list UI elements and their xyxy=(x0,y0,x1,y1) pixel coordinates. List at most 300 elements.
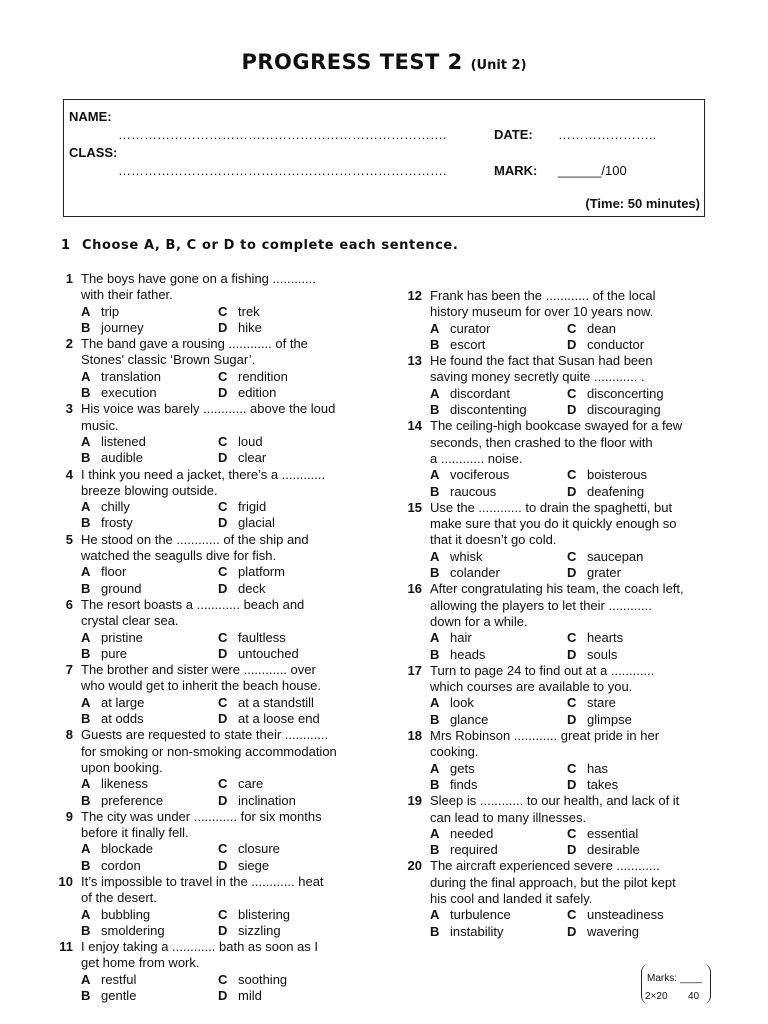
question-number: 5 xyxy=(65,531,73,547)
option-letter: B xyxy=(430,711,440,727)
answer-option[interactable] xyxy=(218,564,385,580)
answer-options xyxy=(81,695,385,728)
answer-option[interactable] xyxy=(567,402,734,418)
option-letter: B xyxy=(81,319,91,335)
option-text: loud xyxy=(238,433,263,449)
answer-option[interactable] xyxy=(81,320,218,336)
option-letter: D xyxy=(567,646,577,662)
option-text: frosty xyxy=(101,515,133,531)
option-letter: C xyxy=(218,971,228,987)
option-text: restful xyxy=(101,971,137,987)
option-text: needed xyxy=(450,825,494,841)
option-text: trek xyxy=(238,303,260,319)
answer-option[interactable] xyxy=(81,385,218,401)
option-letter: D xyxy=(218,857,228,873)
question-number: 12 xyxy=(407,288,422,303)
option-text: at odds xyxy=(101,711,144,727)
option-text: likeness xyxy=(101,776,148,792)
option-letter: D xyxy=(218,385,228,401)
page-title xyxy=(0,50,768,74)
option-text: frigid xyxy=(238,499,267,515)
option-text: at a loose end xyxy=(238,711,320,727)
answer-option[interactable] xyxy=(218,320,385,336)
answer-option[interactable] xyxy=(430,321,567,337)
answer-option[interactable] xyxy=(567,695,734,711)
question-item xyxy=(55,662,385,727)
option-text: deafening xyxy=(587,483,645,499)
question-number: 19 xyxy=(407,793,422,809)
answer-option[interactable] xyxy=(567,484,734,500)
answer-options xyxy=(81,776,385,809)
option-letter: D xyxy=(567,336,577,352)
answer-option[interactable] xyxy=(567,386,734,402)
option-letter: A xyxy=(81,971,91,987)
option-text: dean xyxy=(587,320,616,336)
answer-options xyxy=(430,695,734,728)
option-letter: C xyxy=(218,499,228,515)
option-letter: C xyxy=(567,467,577,483)
question-stem: The band gave a rousing ............ of the Stones' classic ‘Brown Sugar’. xyxy=(81,336,308,368)
time-limit: (Time: 50 minutes) xyxy=(585,196,700,211)
option-letter: D xyxy=(218,922,228,938)
answer-option[interactable] xyxy=(430,402,567,418)
answer-option[interactable] xyxy=(567,826,734,842)
option-letter: C xyxy=(218,303,228,319)
answer-option[interactable] xyxy=(218,304,385,320)
answer-option[interactable] xyxy=(430,337,567,353)
option-letter: B xyxy=(430,483,440,499)
question-stem: The city was under ............ for six months before it finally fell. xyxy=(81,808,322,841)
option-text: unsteadiness xyxy=(587,907,664,923)
option-text: finds xyxy=(450,776,478,792)
answer-option[interactable] xyxy=(430,467,567,483)
option-letter: B xyxy=(81,645,91,661)
answer-option[interactable] xyxy=(81,972,218,988)
option-text: mild xyxy=(238,988,262,1004)
answer-option[interactable] xyxy=(81,841,218,857)
answer-options xyxy=(430,549,734,582)
option-letter: C xyxy=(567,695,577,711)
option-letter: C xyxy=(567,907,577,923)
option-text: faultless xyxy=(238,629,286,645)
answer-option[interactable] xyxy=(81,858,218,874)
answer-option[interactable] xyxy=(567,565,734,581)
question-item xyxy=(55,727,385,808)
answer-option[interactable] xyxy=(430,549,567,565)
answer-option[interactable] xyxy=(81,304,218,320)
option-text: hearts xyxy=(587,630,624,646)
answer-option[interactable] xyxy=(218,646,385,662)
question-number: 15 xyxy=(407,499,422,515)
option-letter: C xyxy=(567,385,577,401)
question-item xyxy=(404,581,734,662)
question-item xyxy=(55,809,385,874)
question-item xyxy=(404,353,734,418)
class-label: CLASS: xyxy=(69,145,118,160)
option-letter: C xyxy=(218,906,228,922)
answer-option[interactable] xyxy=(430,695,567,711)
answer-option[interactable] xyxy=(218,907,385,923)
mark-label: MARK: xyxy=(494,163,538,178)
question-stem: The brother and sister were ............ over who would get to inherit the beach house. xyxy=(81,662,321,694)
section-instruction xyxy=(61,238,458,253)
option-text: escort xyxy=(450,336,486,352)
date-field[interactable]: ………………….. xyxy=(558,127,657,142)
question-stem: Guests are requested to state their ............ for smoking or non-smoking accommodation upon booking. xyxy=(81,727,337,775)
option-letter: D xyxy=(567,842,577,858)
answer-options xyxy=(81,369,385,402)
answer-option[interactable] xyxy=(430,484,567,500)
marks-formula: 2×20 xyxy=(645,991,668,1002)
option-text: pristine xyxy=(101,629,143,645)
option-text: discontenting xyxy=(450,402,527,418)
option-text: blistering xyxy=(238,906,291,922)
option-text: soothing xyxy=(238,971,288,987)
option-text: wavering xyxy=(587,923,640,939)
option-text: essential xyxy=(587,825,639,841)
name-label: NAME: xyxy=(69,109,112,124)
answer-option[interactable] xyxy=(81,923,218,939)
answer-option[interactable] xyxy=(567,549,734,565)
option-text: grater xyxy=(587,565,621,581)
option-letter: C xyxy=(567,548,577,564)
question-stem: The boys have gone on a fishing ............ with their father. xyxy=(81,271,316,303)
class-field[interactable]: …………………………………………………………………. xyxy=(118,163,447,178)
answer-option[interactable] xyxy=(81,564,218,580)
option-text: journey xyxy=(101,319,144,335)
answer-option[interactable] xyxy=(567,467,734,483)
option-text: preference xyxy=(101,792,164,808)
answer-options xyxy=(430,630,734,663)
question-number: 14 xyxy=(407,418,422,434)
option-letter: A xyxy=(81,368,91,384)
option-text: platform xyxy=(238,564,285,580)
question-number: 17 xyxy=(407,662,422,678)
option-letter: A xyxy=(430,907,440,923)
question-stem: I enjoy taking a ............ bath as soon as I get home from work. xyxy=(81,939,319,971)
option-text: audible xyxy=(101,450,143,466)
answer-option[interactable] xyxy=(81,515,218,531)
answer-option[interactable] xyxy=(218,385,385,401)
option-text: care xyxy=(238,776,264,792)
option-letter: B xyxy=(81,857,91,873)
question-number: 1 xyxy=(65,271,73,286)
question-item xyxy=(55,532,385,597)
option-text: has xyxy=(587,760,608,776)
question-item xyxy=(55,336,385,401)
option-letter: A xyxy=(430,548,440,564)
question-item xyxy=(55,467,385,532)
question-item xyxy=(55,271,385,336)
option-text: siege xyxy=(238,857,270,873)
answer-option[interactable] xyxy=(567,337,734,353)
question-number: 13 xyxy=(407,353,422,369)
answer-options xyxy=(430,321,734,354)
question-item xyxy=(404,288,734,353)
option-letter: D xyxy=(567,923,577,939)
option-letter: B xyxy=(430,776,440,792)
option-letter: A xyxy=(81,303,91,319)
option-text: blockade xyxy=(101,841,154,857)
question-item xyxy=(404,663,734,728)
question-item xyxy=(404,728,734,793)
option-text: takes xyxy=(587,776,619,792)
option-text: whisk xyxy=(450,548,483,564)
answer-option[interactable] xyxy=(218,499,385,515)
option-text: gentle xyxy=(101,988,137,1004)
option-letter: A xyxy=(81,841,91,857)
option-text: desirable xyxy=(587,842,640,858)
answer-option[interactable] xyxy=(567,630,734,646)
question-stem: It’s impossible to travel in the ............ heat of the desert. xyxy=(81,873,324,906)
option-text: pure xyxy=(101,645,128,661)
option-letter: C xyxy=(567,630,577,646)
option-letter: A xyxy=(81,629,91,645)
option-text: discordant xyxy=(450,385,510,401)
option-text: at large xyxy=(101,694,145,710)
option-text: conductor xyxy=(587,336,645,352)
answer-option[interactable] xyxy=(218,695,385,711)
question-item xyxy=(55,874,385,939)
student-info-box xyxy=(63,99,705,217)
answer-option[interactable] xyxy=(218,858,385,874)
option-text: floor xyxy=(101,564,127,580)
option-letter: B xyxy=(430,336,440,352)
title-main: PROGRESS TEST 2 xyxy=(241,50,463,74)
question-stem: The resort boasts a ............ beach and crystal clear sea. xyxy=(81,596,305,629)
option-letter: D xyxy=(218,645,228,661)
option-letter: A xyxy=(81,499,91,515)
option-letter: A xyxy=(430,760,440,776)
question-stem: Mrs Robinson ............ great pride in her cooking. xyxy=(430,728,660,760)
answer-option[interactable] xyxy=(567,924,734,940)
answer-option[interactable] xyxy=(567,647,734,663)
question-item xyxy=(55,401,385,466)
option-text: cordon xyxy=(101,857,141,873)
option-letter: D xyxy=(218,319,228,335)
answer-option[interactable] xyxy=(567,907,734,923)
answer-option[interactable] xyxy=(81,793,218,809)
option-text: souls xyxy=(587,646,618,662)
option-text: execution xyxy=(101,385,157,401)
answer-option[interactable] xyxy=(81,988,218,1004)
answer-options xyxy=(81,564,385,597)
answer-option[interactable] xyxy=(81,695,218,711)
answer-option[interactable] xyxy=(430,907,567,923)
question-item xyxy=(404,858,734,939)
answer-option[interactable] xyxy=(430,842,567,858)
option-letter: D xyxy=(567,565,577,581)
answer-options xyxy=(430,386,734,419)
option-text: trip xyxy=(101,303,120,319)
answer-option[interactable] xyxy=(218,972,385,988)
answer-option[interactable] xyxy=(218,630,385,646)
option-text: discouraging xyxy=(587,402,661,418)
option-letter: B xyxy=(81,515,91,531)
question-number: 4 xyxy=(65,466,73,482)
option-letter: D xyxy=(567,711,577,727)
answer-option[interactable] xyxy=(430,647,567,663)
option-text: raucous xyxy=(450,483,497,499)
question-item xyxy=(404,793,734,858)
answer-option[interactable] xyxy=(567,777,734,793)
question-stem: Use the ............ to drain the spaghetti, but make sure that you do it quickly enough so that it doesn’t go cold. xyxy=(430,499,677,548)
answer-options xyxy=(81,907,385,940)
answer-option[interactable] xyxy=(218,988,385,1004)
question-number: 3 xyxy=(65,401,73,417)
option-text: at a standstill xyxy=(238,694,314,710)
option-letter: C xyxy=(218,776,228,792)
option-text: ground xyxy=(101,580,142,596)
option-text: colander xyxy=(450,565,500,581)
option-letter: A xyxy=(81,433,91,449)
question-number: 10 xyxy=(58,873,73,889)
answer-options xyxy=(430,467,734,500)
answer-option[interactable] xyxy=(81,434,218,450)
answer-option[interactable] xyxy=(81,450,218,466)
option-text: listened xyxy=(101,433,146,449)
answer-option[interactable] xyxy=(81,581,218,597)
answer-options xyxy=(81,304,385,337)
option-text: edition xyxy=(238,385,277,401)
option-letter: D xyxy=(218,450,228,466)
option-letter: B xyxy=(430,646,440,662)
question-stem: He found the fact that Susan had been saving money secretly quite ............ . xyxy=(430,353,653,385)
option-text: look xyxy=(450,695,474,711)
option-letter: C xyxy=(218,564,228,580)
question-stem: After congratulating his team, the coach left, allowing the players to let their ............ down for a while. xyxy=(430,581,684,629)
option-letter: B xyxy=(430,402,440,418)
option-text: stare xyxy=(587,695,616,711)
option-letter: A xyxy=(430,695,440,711)
option-text: chilly xyxy=(101,499,130,515)
marks-blank[interactable]: ____ xyxy=(680,973,703,984)
answer-option[interactable] xyxy=(430,826,567,842)
answer-options xyxy=(81,499,385,532)
question-stem: Turn to page 24 to find out at a ............ which courses are available to you. xyxy=(430,662,655,695)
marks-total: 40 xyxy=(688,991,700,1002)
question-number: 16 xyxy=(407,581,422,597)
answer-option[interactable] xyxy=(567,712,734,728)
answer-option[interactable] xyxy=(81,630,218,646)
answer-option[interactable] xyxy=(218,581,385,597)
option-letter: C xyxy=(218,841,228,857)
question-item xyxy=(55,597,385,662)
option-letter: D xyxy=(218,515,228,531)
instruction-text: Choose A, B, C or D to complete each sentence. xyxy=(82,238,459,253)
answer-options xyxy=(430,826,734,859)
option-letter: D xyxy=(567,776,577,792)
answer-option[interactable] xyxy=(218,841,385,857)
option-letter: C xyxy=(567,320,577,336)
option-letter: D xyxy=(567,402,577,418)
name-field[interactable]: …………………………………………………………………. xyxy=(118,127,447,142)
answer-option[interactable] xyxy=(430,712,567,728)
answer-option[interactable] xyxy=(567,842,734,858)
question-stem: I think you need a jacket, there’s a ............ breeze blowing outside. xyxy=(81,466,326,498)
option-text: glimpse xyxy=(587,711,632,727)
question-item xyxy=(404,418,734,499)
option-letter: C xyxy=(567,760,577,776)
option-letter: A xyxy=(81,564,91,580)
option-text: rendition xyxy=(238,368,288,384)
option-letter: A xyxy=(430,385,440,401)
answer-option[interactable] xyxy=(81,646,218,662)
option-letter: C xyxy=(218,629,228,645)
question-number: 8 xyxy=(65,727,73,743)
option-letter: D xyxy=(218,580,228,596)
option-text: inclination xyxy=(238,792,296,808)
option-letter: C xyxy=(218,368,228,384)
question-stem: His voice was barely ............ above the loud music. xyxy=(81,401,336,433)
answer-option[interactable] xyxy=(430,761,567,777)
answer-option[interactable] xyxy=(218,515,385,531)
answer-option[interactable] xyxy=(218,711,385,727)
option-letter: B xyxy=(430,923,440,939)
answer-option[interactable] xyxy=(218,369,385,385)
answer-option[interactable] xyxy=(81,907,218,923)
answer-option[interactable] xyxy=(430,386,567,402)
question-stem: The ceiling-high bookcase swayed for a few seconds, then crashed to the floor with a ............ noise. xyxy=(430,418,683,466)
marks-label: Marks: xyxy=(647,973,677,984)
option-text: heads xyxy=(450,646,486,662)
option-text: instability xyxy=(450,923,504,939)
option-text: hair xyxy=(450,630,472,646)
option-letter: B xyxy=(81,385,91,401)
question-number: 11 xyxy=(59,939,73,955)
option-letter: A xyxy=(430,467,440,483)
option-text: smoldering xyxy=(101,922,165,938)
answer-option[interactable] xyxy=(567,761,734,777)
option-text: glacial xyxy=(238,515,275,531)
answer-option[interactable] xyxy=(218,434,385,450)
section-number: 1 xyxy=(61,238,71,253)
answer-option[interactable] xyxy=(218,923,385,939)
mark-field[interactable]: ______/100 xyxy=(558,163,627,178)
answer-option[interactable] xyxy=(218,450,385,466)
option-text: turbulence xyxy=(450,907,511,923)
answer-option[interactable] xyxy=(430,777,567,793)
answer-options xyxy=(430,761,734,794)
questions-left-column xyxy=(55,271,385,1004)
option-text: clear xyxy=(238,450,267,466)
answer-option[interactable] xyxy=(81,369,218,385)
answer-option[interactable] xyxy=(81,776,218,792)
questions-right-column xyxy=(404,288,734,940)
answer-option[interactable] xyxy=(430,924,567,940)
answer-option[interactable] xyxy=(81,711,218,727)
answer-option[interactable] xyxy=(430,565,567,581)
option-letter: B xyxy=(430,842,440,858)
option-text: closure xyxy=(238,841,280,857)
option-letter: A xyxy=(81,694,91,710)
option-text: hike xyxy=(238,319,262,335)
answer-option[interactable] xyxy=(218,776,385,792)
option-letter: A xyxy=(81,776,91,792)
answer-option[interactable] xyxy=(430,630,567,646)
option-letter: B xyxy=(81,792,91,808)
date-label: DATE: xyxy=(494,127,533,142)
answer-option[interactable] xyxy=(218,793,385,809)
option-text: gets xyxy=(450,760,475,776)
answer-option[interactable] xyxy=(567,321,734,337)
option-letter: D xyxy=(218,792,228,808)
option-letter: C xyxy=(567,825,577,841)
answer-option[interactable] xyxy=(81,499,218,515)
answer-options xyxy=(81,630,385,663)
option-text: disconcerting xyxy=(587,385,664,401)
question-item xyxy=(404,500,734,581)
